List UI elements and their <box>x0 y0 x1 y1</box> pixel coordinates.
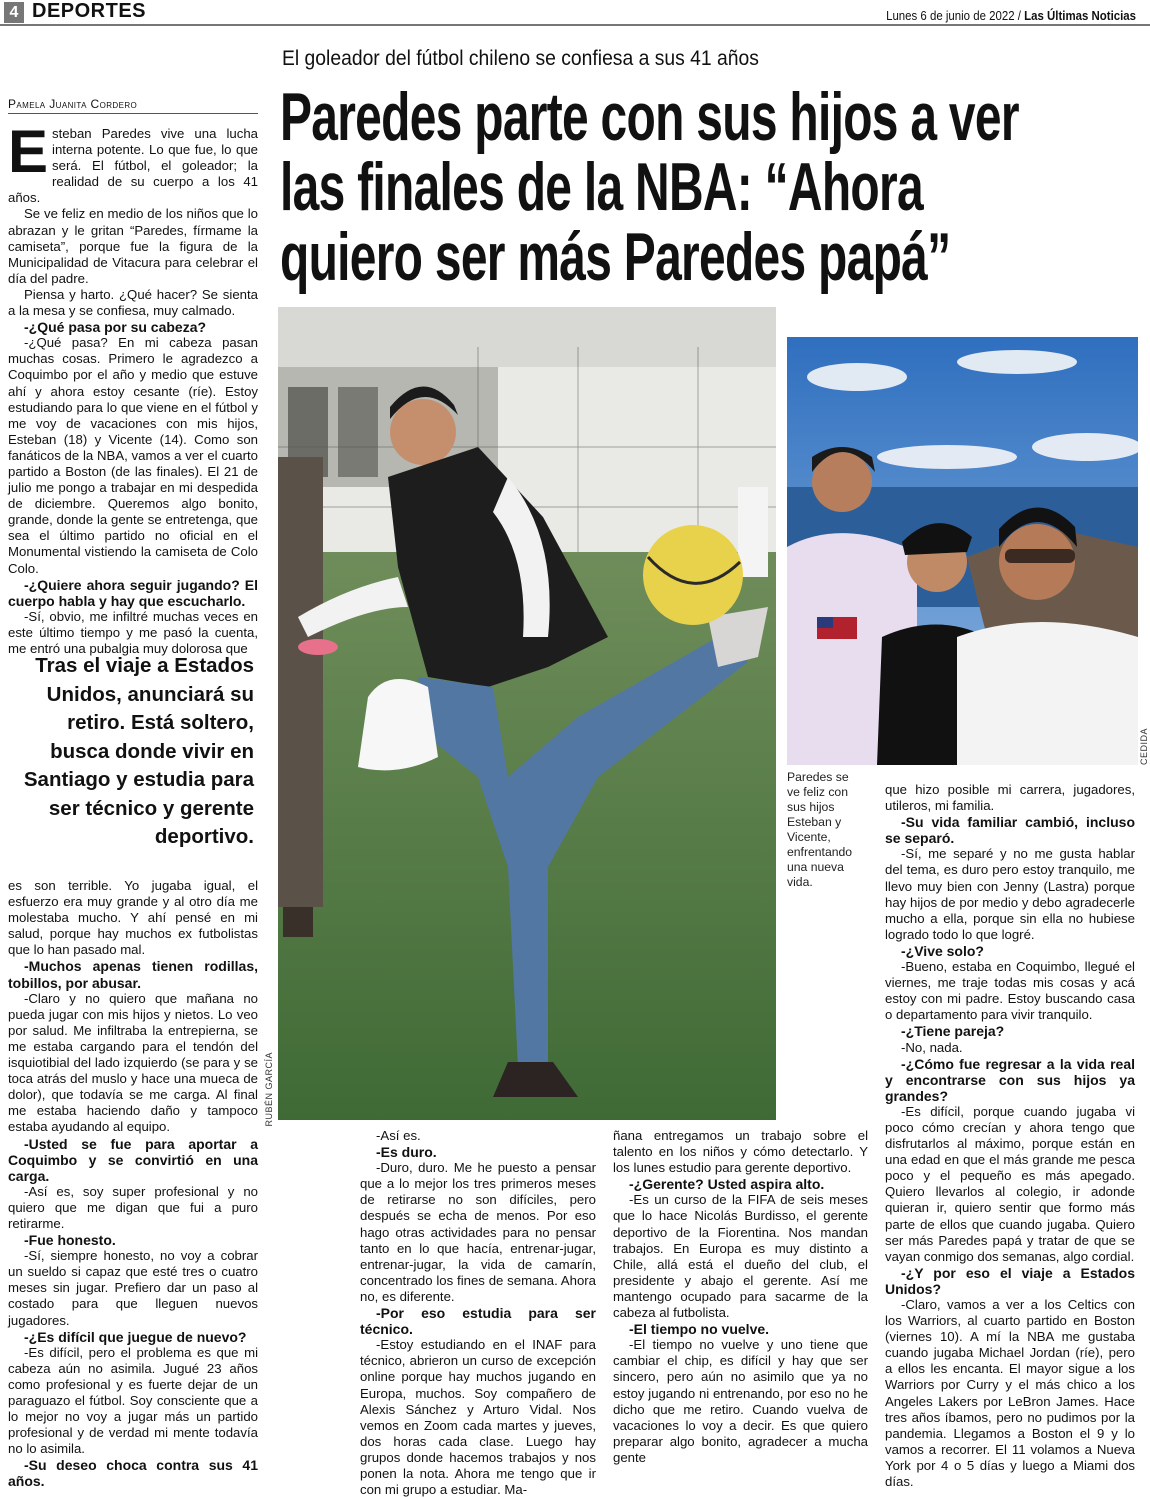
page-number: 4 <box>4 2 24 23</box>
paragraph: -Es difícil, pero el problema es que mi cabeza aún no asimila. Jugué 23 años como profesional y es fuerte dejar de un paraguazo el fútbol. Soy consciente que a lo mejor no voy a jugar más un partido profesional y de verdad mi mente todavía no lo asimila. <box>8 1344 258 1457</box>
paragraph: -Estoy estudiando en el INAF para técnico, abrieron un curso de excepción online porque hay muchos jugando en Europa, muchos. Soy compañero de Alexis Sánchez y Arturo Vidal. Nos vemos en Zoom cada martes y jueves, dos horas cada clase. Luego hay grupos donde hacemos trabajos y nos ponen la nota. Ahora me tengo que ir con mi grupo a estudiar. Ma- <box>360 1337 596 1498</box>
photo-caption: Paredes se ve feliz con sus hijos Esteban y Vicente, enfrentando una nueva vida. <box>787 770 853 889</box>
byline: Pamela Juanita Cordero <box>8 97 258 114</box>
paragraph: -No, nada. <box>901 1039 963 1055</box>
interview-question: -Su deseo choca contra sus 41 años. <box>8 1457 258 1490</box>
interview-question: -¿Quiere ahora seguir jugando? El cuerpo habla y hay que escucharlo. <box>8 576 258 609</box>
main-photo <box>278 307 776 1120</box>
paragraph: Se ve feliz en medio de los niños que lo abrazan y le gritan “Paredes, fírmame la camiseta”, porque fue la figura de la Municipalidad de Vitacura para celebrar el día del padre. <box>8 206 258 286</box>
paragraph: -Bueno, estaba en Coquimbo, llegué el viernes, me traje todas mis cosas y acá estoy con mi padre. Estoy buscando casa o departamento para vivir tranquilo. <box>885 959 1135 1023</box>
photo-credit: RUBÉN GARCÍA <box>264 1052 274 1127</box>
kicker: El goleador del fútbol chileno se confiesa a sus 41 años <box>282 47 759 70</box>
photo-credit: CEDIDA <box>1139 728 1149 766</box>
paragraph: -Sí, me separé y no me gusta hablar del tema, es duro pero estoy tranquilo, me llevo muy bien con Jenny (Lastra) porque hay hijos de por medio y debo agradecerle mucho a ella, porque sin ella no hubiese logrado todo lo que logré. <box>885 846 1135 942</box>
paragraph: -Duro, duro. Me he puesto a pensar que a lo mejor los tres primeros meses de retirarse no son difíciles, pero después se echa de menos. Por eso hago otras actividades para no pensar tanto en lo que hacía, entrenar-jugar, entrenar-jugar, la vida de camarín, concentrado los fines de semana. Ahora no, es diferente. <box>360 1160 596 1304</box>
paragraph: -Claro, vamos a ver a los Celtics con los Warriors, al cuarto partido en Boston (viernes 10). A mí la NBA me gustaba cuando jugaba Michael Jordan (ríe), pero a ellos les encanta. El mayor sigue a los Warriors por Curry y el más chico a los Angeles Lakers por LeBron James. Hace tres años íbamos, pero no pudimos por la pandemia. Llegamos a Boston el 9 y lo vamos a recorrer. El 11 volamos a Nueva York por 4 o 5 días y luego a Miami dos días. <box>885 1297 1135 1490</box>
interview-question: -El tiempo no vuelve. <box>629 1321 770 1338</box>
interview-question: -Usted se fue para aportar a Coquimbo y se convirtió en una carga. <box>8 1135 258 1184</box>
headline <box>280 79 1019 295</box>
headline-line: las finales de la NBA: “Ahora <box>280 149 923 225</box>
paragraph: -¿Qué pasa? En mi cabeza pasan muchas cosas. Primero le agradezco a Coquimbo por el año y medio que estuve ahí y ahora estoy cesante (ríe). Estoy estudiando para lo que viene en el fútbol y me voy de vacaciones con mis hijos, Esteban (18) y Vicente (14). Como son fanáticos de la NBA, vamos a ver el cuarto partido a Boston (de las finales). El 21 de julio me pongo a trabajar en mi despedida de diciembre. Queremos algo bonito, grande, donde la gente se entretenga, que sea el último partido no oficial en el Monumental vistiendo la camiseta de Colo Colo. <box>8 335 258 576</box>
family-photo <box>787 337 1138 765</box>
section-title: DEPORTES <box>32 0 147 22</box>
interview-question: -Fue honesto. <box>24 1232 116 1249</box>
interview-question: -¿Y por eso el viaje a Estados Unidos? <box>885 1264 1135 1297</box>
date: Lunes 6 de junio de 2022 / <box>886 8 1021 23</box>
text-column <box>360 1128 596 1498</box>
headline-line: quiero ser más Paredes papá” <box>280 219 951 295</box>
interview-question: -¿Qué pasa por su cabeza? <box>24 319 207 336</box>
paragraph: Piensa y harto. ¿Qué hacer? Se sienta a la mesa y se confiesa, muy calmado. <box>8 286 258 319</box>
pull-quote: Tras el viaje a Estados Unidos, anunciará su retiro. Está soltero, busca donde vivir en Santiago y estudia para ser técnico y gerente deportivo. <box>23 654 254 848</box>
paragraph: -Así es. <box>376 1128 421 1143</box>
interview-question: -Su vida familiar cambió, incluso se separó. <box>885 814 1135 847</box>
publication-name: Las Últimas Noticias <box>1024 8 1136 23</box>
paragraph: -El tiempo no vuelve y uno tiene que cambiar el chip, es difícil y hay que ser sincero, pero aún no asimilo que ya no estoy jugando ni entrenando, por eso no he dicho que me retiro. Cuando vuelva de vacaciones lo voy a decir. Es que quiero preparar algo bonito, agradecer a mucha gente <box>613 1337 868 1465</box>
interview-question: -Muchos apenas tienen rodillas, tobillos, por abusar. <box>8 958 258 991</box>
interview-question: -Por eso estudia para ser técnico. <box>360 1305 596 1338</box>
interview-question: -¿Tiene pareja? <box>901 1023 1005 1040</box>
paragraph <box>8 118 258 206</box>
text-column <box>8 118 258 657</box>
paragraph: es son terrible. Yo jugaba igual, el esfuerzo era muy grande y al otro día me molestaba mucho. Y ahí pensé en mi salud, porque hay muchos ex futbolistas que lo han pasado mal. <box>8 878 258 958</box>
paragraph: -Es un curso de la FIFA de seis meses que lo hace Nicolás Burdisso, el gerente deportivo de la Fiorentina. Nos mandan trabajos. En Europa es muy distinto a Chile, allá está el dueño del club, el presidente y abajo el gerente. Así me mantengo ocupado para sacarme de la cabeza al futbolista. <box>613 1192 868 1321</box>
paragraph: ñana entregamos un trabajo sobre el talento en los niños y cómo detectarlo. Y los lunes estudio para gerente deportivo. <box>613 1128 868 1176</box>
paragraph: -Claro y no quiero que mañana no pueda jugar con mis hijos y nietos. Lo veo por salud. Me infiltraba la entrepierna, se me estaba cargando para el tendón del isquiotibial del lado izquierdo (se para y se toca atrás del muslo y hace una mueca de dolor), que todavía se me carga. Al final me estaba haciendo daño y tampoco estaba ayudando al equipo. <box>8 990 258 1135</box>
drop-cap: E <box>8 118 49 185</box>
paragraph-text: steban Paredes vive una lucha interna potente. Lo que fue, lo que será. El fútbol, el goleador; la realidad de su cuerpo a los 41 años. <box>8 126 258 206</box>
text-column <box>885 782 1135 1490</box>
interview-question: -¿Vive solo? <box>901 942 984 959</box>
paragraph: -Es difícil, porque cuando jugaba vi poco cómo crecían y ahora tengo que disfrutarlos al máximo, porque están en una edad en que el más grande me pesca poco y el pequeño es más apegado. Quiero llevarlos al colegio, ir adonde quieran ir, quiero sentir que formo más parte de ellos que cuando jugaba. Quiero ser más Paredes papá y tratar de que se vayan conmigo dos semanas, algo cordial. <box>885 1103 1135 1264</box>
paragraph: -Así es, soy super profesional y no quiero que me digan que fui a puro retirarme. <box>8 1183 258 1231</box>
paragraph: que hizo posible mi carrera, jugadores, utileros, mi familia. <box>885 782 1135 814</box>
text-column <box>8 878 258 1490</box>
text-column <box>613 1128 868 1466</box>
paragraph: -Sí, obvio, me infiltré muchas veces en este último tiempo y me pasó la cuenta, me entró una pubalgia muy dolorosa que <box>8 608 258 656</box>
dateline <box>886 8 1136 23</box>
interview-question: -¿Gerente? Usted aspira alto. <box>629 1176 825 1193</box>
interview-question: -¿Cómo fue regresar a la vida real y encontrarse con sus hijos ya grandes? <box>885 1055 1135 1104</box>
headline-line: Paredes parte con sus hijos a ver <box>280 79 1019 155</box>
interview-question: -¿Es difícil que juegue de nuevo? <box>24 1328 247 1345</box>
interview-question: -Es duro. <box>376 1144 437 1161</box>
paragraph: -Sí, siempre honesto, no voy a cobrar un sueldo si capaz que esté tres o cuatro meses sin jugar. Prefiero dar un paso al costado para que lleguen nuevos jugadores. <box>8 1248 258 1328</box>
